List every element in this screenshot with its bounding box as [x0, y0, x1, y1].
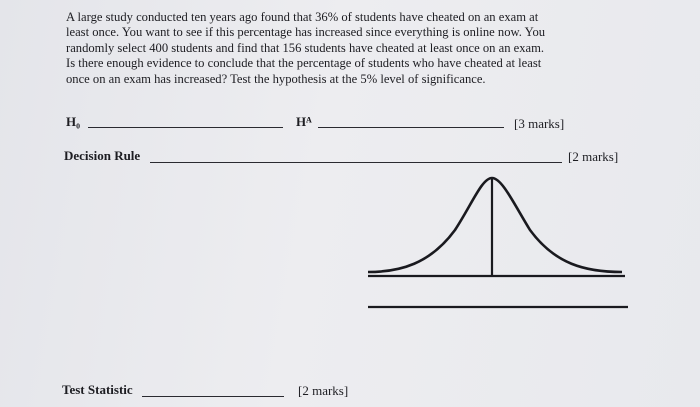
normal-curve-sketch — [360, 168, 630, 313]
alternative-hypothesis-answer-line[interactable] — [318, 127, 504, 128]
question-line: A large study conducted ten years ago found that 36% of students have cheated on an exam at — [66, 10, 539, 24]
test-statistic-marks: [2 marks] — [298, 383, 349, 398]
hypotheses-marks: [3 marks] — [514, 116, 565, 131]
test-statistic-answer-line[interactable] — [142, 396, 284, 397]
question-line: Is there enough evidence to conclude that the percentage of students who have cheated at least — [66, 56, 542, 71]
question-line: once on an exam has increased? Test the hypothesis at the 5% level of significance. — [66, 71, 486, 86]
question-line: least once. You want to see if this percentage has increased since everything is online now. You — [66, 25, 546, 40]
test-statistic-label: Test Statistic — [62, 382, 133, 397]
decision-rule-answer-line[interactable] — [150, 162, 562, 163]
null-hypothesis-answer-line[interactable] — [88, 127, 283, 128]
decision-rule-label: Decision Rule — [64, 148, 141, 163]
normal-curve — [368, 178, 622, 272]
question-line: randomly select 400 students and find that 156 students have cheated at least once on an exam. — [66, 40, 545, 55]
question-text — [66, 10, 626, 87]
decision-rule-marks: [2 marks] — [568, 149, 619, 164]
null-hypothesis-label: H₀ — [66, 114, 81, 129]
alternative-hypothesis-label: Hᴬ — [296, 114, 312, 129]
